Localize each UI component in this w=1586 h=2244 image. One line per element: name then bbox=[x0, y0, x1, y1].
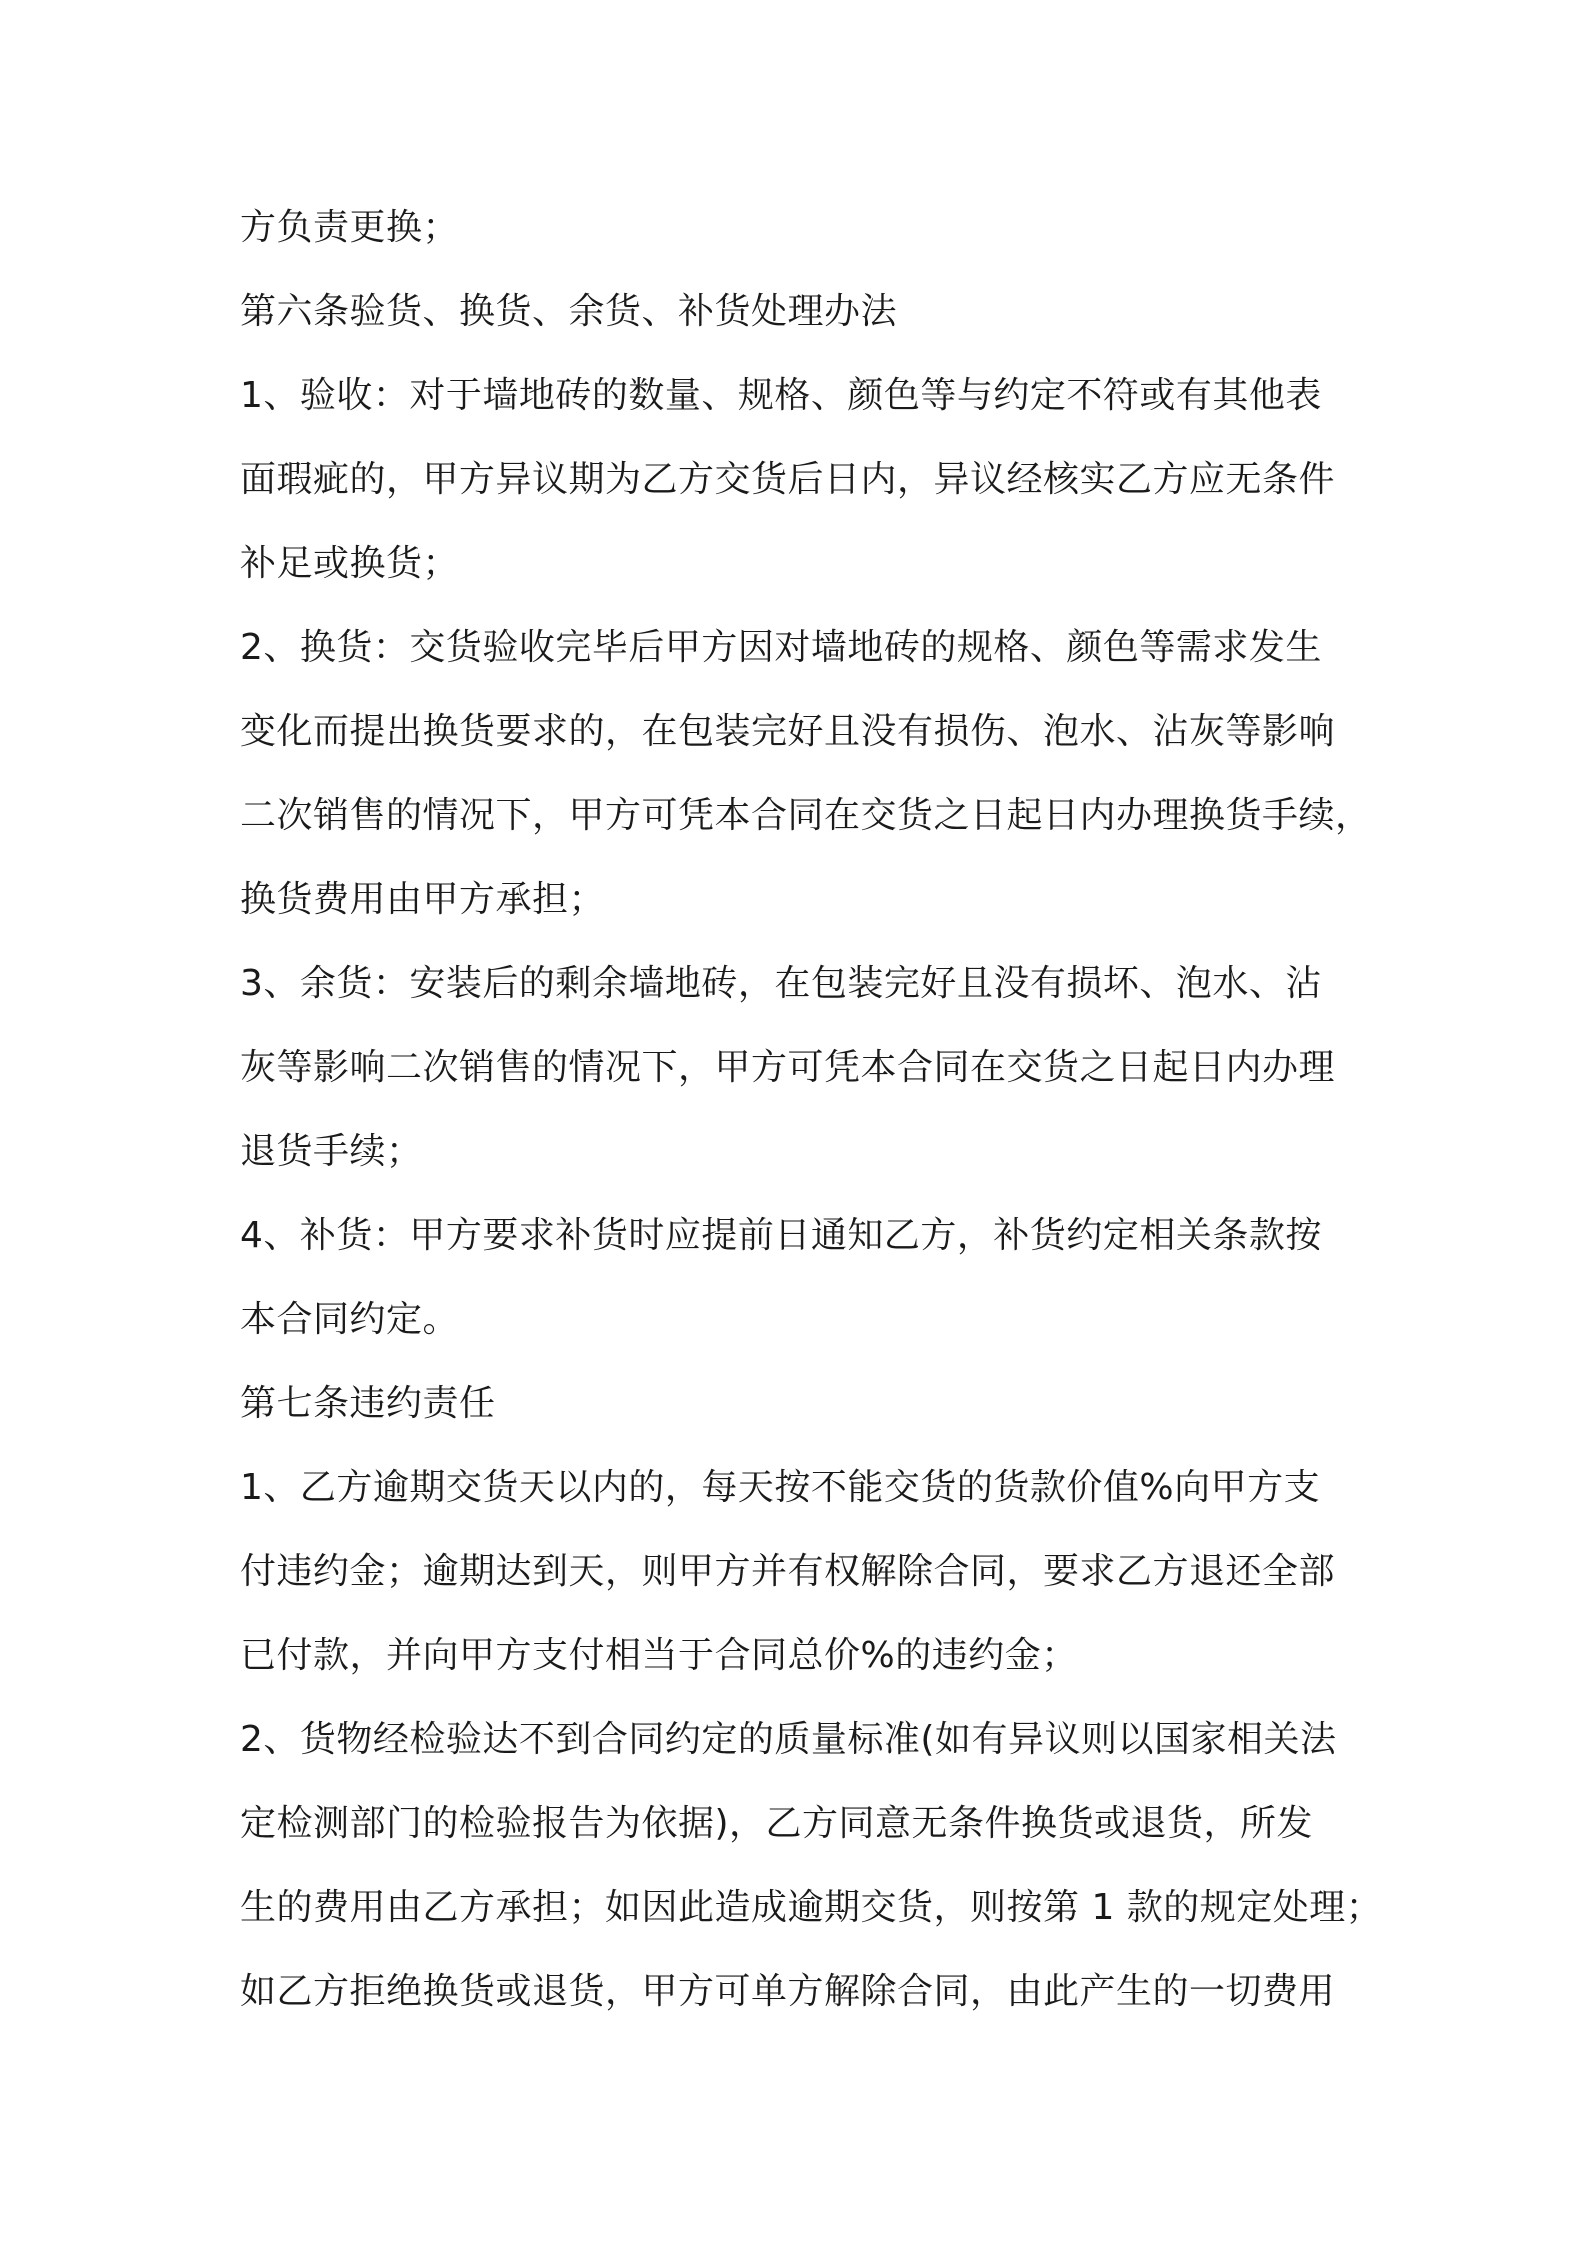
text-line: 二次销售的情况下，甲方可凭本合同在交货之日起日内办理换货手续， bbox=[240, 795, 1372, 836]
text-line: 3、余货：安装后的剩余墙地砖，在包装完好且没有损坏、泡水、沾 bbox=[240, 963, 1322, 1004]
text-line: 补足或换货； bbox=[240, 543, 460, 584]
text-line: 4、补货：甲方要求补货时应提前日通知乙方，补货约定相关条款按 bbox=[240, 1215, 1322, 1256]
text-line: 生的费用由乙方承担；如因此造成逾期交货，则按第 1 款的规定处理； bbox=[240, 1887, 1383, 1928]
text-line: 2、货物经检验达不到合同约定的质量标准(如有异议则以国家相关法 bbox=[240, 1719, 1337, 1760]
text-line: 付违约金；逾期达到天，则甲方并有权解除合同，要求乙方退还全部 bbox=[240, 1551, 1336, 1592]
section-heading: 第六条验货、换货、余货、补货处理办法 bbox=[240, 291, 898, 332]
text-line: 如乙方拒绝换货或退货，甲方可单方解除合同，由此产生的一切费用 bbox=[240, 1971, 1336, 2012]
section-heading: 第七条违约责任 bbox=[240, 1383, 496, 1424]
text-line: 2、换货：交货验收完毕后甲方因对墙地砖的规格、颜色等需求发生 bbox=[240, 627, 1322, 668]
text-line: 方负责更换； bbox=[240, 207, 460, 248]
text-line: 本合同约定。 bbox=[240, 1299, 460, 1340]
text-line: 面瑕疵的，甲方异议期为乙方交货后日内，异议经核实乙方应无条件 bbox=[240, 459, 1336, 500]
text-line: 换货费用由甲方承担； bbox=[240, 879, 606, 920]
text-line: 灰等影响二次销售的情况下，甲方可凭本合同在交货之日起日内办理 bbox=[240, 1047, 1336, 1088]
text-line: 1、验收：对于墙地砖的数量、规格、颜色等与约定不符或有其他表 bbox=[240, 375, 1322, 416]
text-line: 变化而提出换货要求的，在包装完好且没有损伤、泡水、沾灰等影响 bbox=[240, 711, 1336, 752]
text-line: 1、乙方逾期交货天以内的，每天按不能交货的货款价值%向甲方支 bbox=[240, 1467, 1321, 1508]
text-line: 已付款，并向甲方支付相当于合同总价%的违约金； bbox=[240, 1635, 1078, 1676]
text-line: 退货手续； bbox=[240, 1131, 423, 1172]
text-line: 定检测部门的检验报告为依据)，乙方同意无条件换货或退货，所发 bbox=[240, 1803, 1314, 1844]
